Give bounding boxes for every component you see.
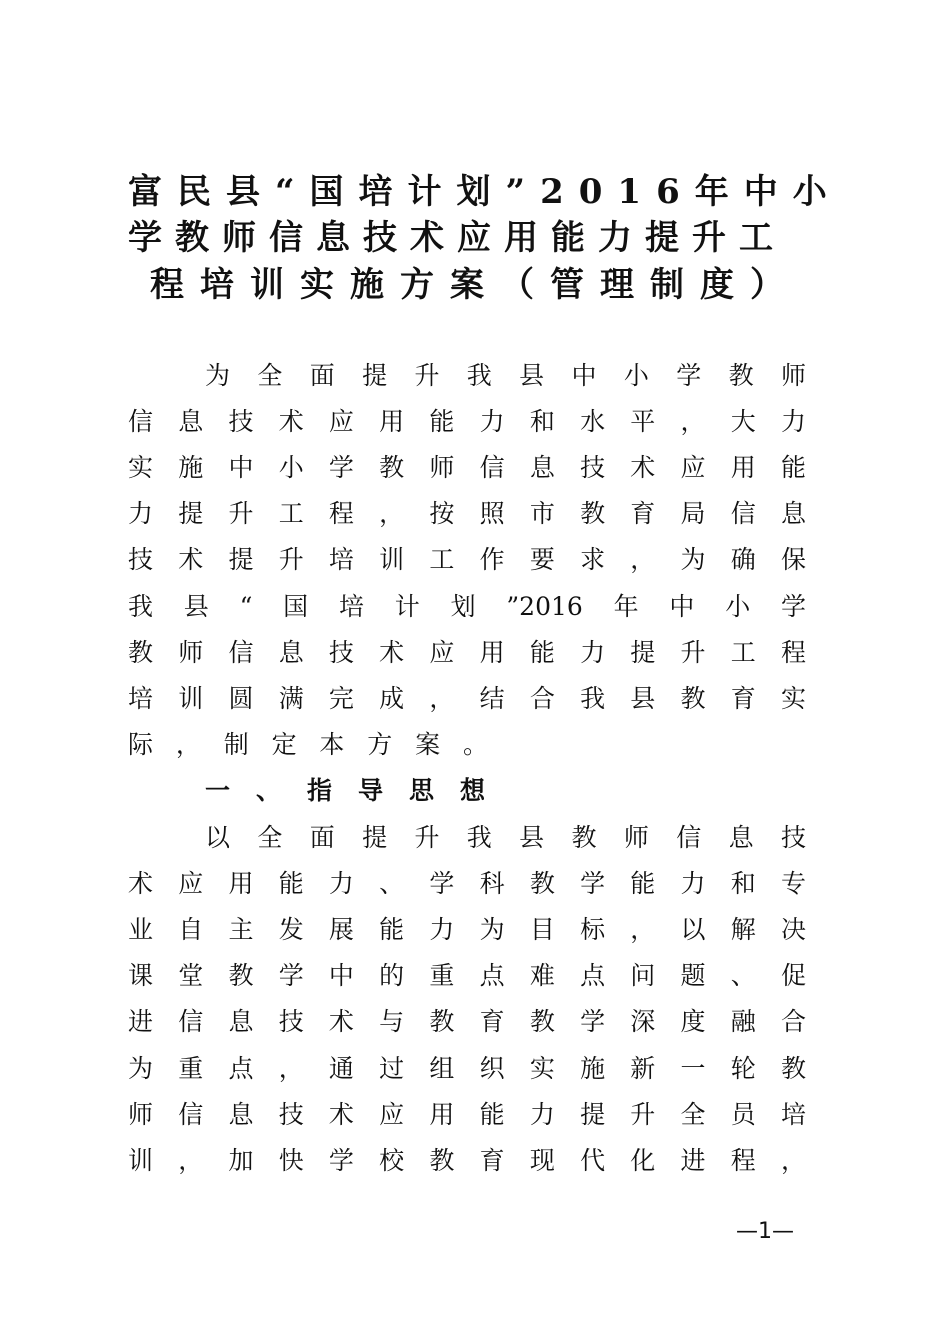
- document-title-line-2: 学教师信息技术应用能力提升工: [128, 218, 786, 258]
- paragraph-1-line-7: 教师信息技术应用能力提升工程: [128, 638, 806, 667]
- paragraph-1-line-1: 为全面提升我县中小学教师: [205, 361, 806, 390]
- paragraph-2-line-6: 为重点，通过组织实施新一轮教: [128, 1054, 806, 1083]
- document-title-line-1: 富民县“国培计划”2016年中小: [128, 172, 842, 212]
- page-number: —1—: [736, 1219, 794, 1244]
- document-title-line-3: 程培训实施方案（管理制度）: [150, 265, 800, 305]
- paragraph-2-line-8: 训，加快学校教育现代化进程，: [128, 1146, 806, 1175]
- paragraph-1-line-4: 力提升工程，按照市教育局信息: [128, 499, 806, 528]
- paragraph-2-line-7: 师信息技术应用能力提升全员培: [128, 1100, 806, 1129]
- paragraph-2-line-5: 进信息技术与教育教学深度融合: [128, 1007, 806, 1036]
- section-heading-guiding-ideology: 一、指导思想: [205, 776, 512, 805]
- paragraph-1-line-9: 际，制定本方案。: [128, 730, 488, 759]
- paragraph-2-line-2: 术应用能力、学科教学能力和专: [128, 869, 806, 898]
- paragraph-2-line-1: 以全面提升我县教师信息技: [205, 823, 806, 852]
- paragraph-1-line-2: 信息技术应用能力和水平，大力: [128, 407, 806, 436]
- paragraph-2-line-3: 业自主发展能力为目标，以解决: [128, 915, 806, 944]
- paragraph-1-line-8: 培训圆满完成，结合我县教育实: [128, 684, 806, 713]
- paragraph-1-line-3: 实施中小学教师信息技术应用能: [128, 453, 806, 482]
- paragraph-1-line-5: 技术提升培训工作要求，为确保: [128, 545, 806, 574]
- paragraph-2-line-4: 课堂教学中的重点难点问题、促: [128, 961, 806, 990]
- paragraph-1-line-6: 我县“国培计划”2016年中小学: [128, 592, 806, 621]
